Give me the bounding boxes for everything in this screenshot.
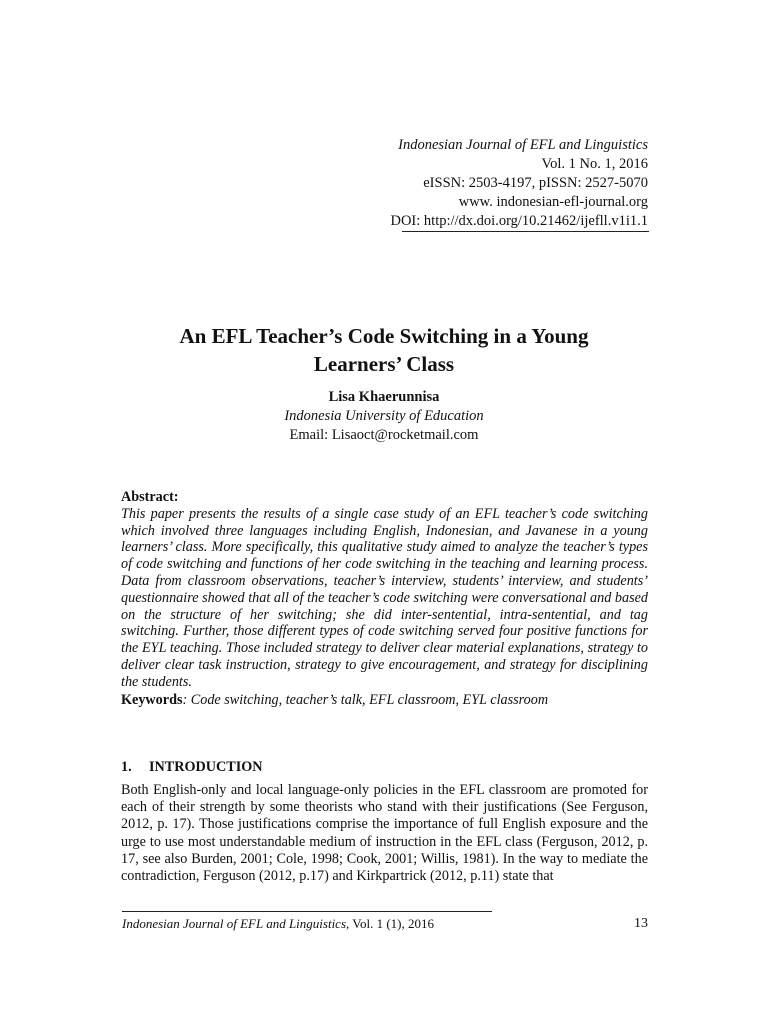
title-line-1: An EFL Teacher’s Code Switching in a Young: [179, 324, 589, 348]
page-footer: [122, 916, 648, 932]
keywords-text: : Code switching, teacher’s talk, EFL classroom, EYL classroom: [182, 691, 549, 708]
journal-name: Indonesian Journal of EFL and Linguistics: [398, 137, 648, 153]
footer-rule: [122, 911, 492, 912]
title-line-2: Learners’ Class: [313, 352, 455, 376]
page-number: 13: [634, 916, 648, 931]
footer-journal: Indonesian Journal of EFL and Linguistics: [122, 916, 347, 931]
abstract: [121, 489, 648, 708]
journal-website: www. indonesian-efl-journal.org: [458, 194, 648, 210]
journal-header: [390, 136, 648, 231]
author-block: [120, 388, 648, 445]
article-doi: DOI: http://dx.doi.org/10.21462/ijefll.v1i1.1: [390, 213, 648, 229]
journal-volume: Vol. 1 No. 1, 2016: [541, 156, 648, 172]
section-number: 1.: [121, 759, 132, 775]
abstract-heading: Abstract:: [121, 489, 179, 505]
keywords: [121, 692, 648, 709]
header-rule: [402, 231, 649, 232]
keywords-label: Keywords: [121, 691, 183, 708]
section-heading: [121, 759, 263, 776]
journal-issn: eISSN: 2503-4197, pISSN: 2527-5070: [423, 175, 648, 191]
section-title: INTRODUCTION: [149, 759, 263, 775]
author-email: Email: Lisaoct@rocketmail.com: [289, 427, 479, 443]
author-affiliation: Indonesia University of Education: [284, 408, 484, 424]
footer-issue: , Vol. 1 (1), 2016: [346, 916, 435, 931]
paper-title: [120, 322, 648, 378]
author-name: Lisa Khaerunnisa: [328, 389, 440, 405]
abstract-text: This paper presents the results of a single case study of an EFL teacher’s code switching which involved three languages including English, Indonesian, and Javanese in a young learners’ class. More specifically, this qualitative study aimed to analyze the teacher’s types of code switching and functions of her code switching in the teaching and learning process. Data from classroom observations, teacher’s interview, students’ interview, and students’ questionnaire showed that all of the teacher’s code switching were conversational and based on the structure of her switching; she did inter-sentential, intra-sentential, and tag switching. Further, those different types of code switching served four positive functions for the EYL teaching. Those included strategy to deliver clear material explanations, strategy to deliver clear task instruction, strategy to give encouragement, and strategy for disciplining the students.: [121, 505, 648, 690]
section-body-text: Both English-only and local language-only policies in the EFL classroom are promoted for each of their strength by some theorists who stand with their justifications (See Ferguson, 2012, p. 17). Those justifications comprise the importance of full English exposure and the urge to use most understandable medium of instruction in the EFL class (Ferguson, 2012, p. 17, see also Burden, 2001; Cole, 1998; Cook, 2001; Willis, 1981). In the way to mediate the contradiction, Ferguson (2012, p.17) and Kirkpartrick (2012, p.11) state that: [121, 782, 648, 885]
